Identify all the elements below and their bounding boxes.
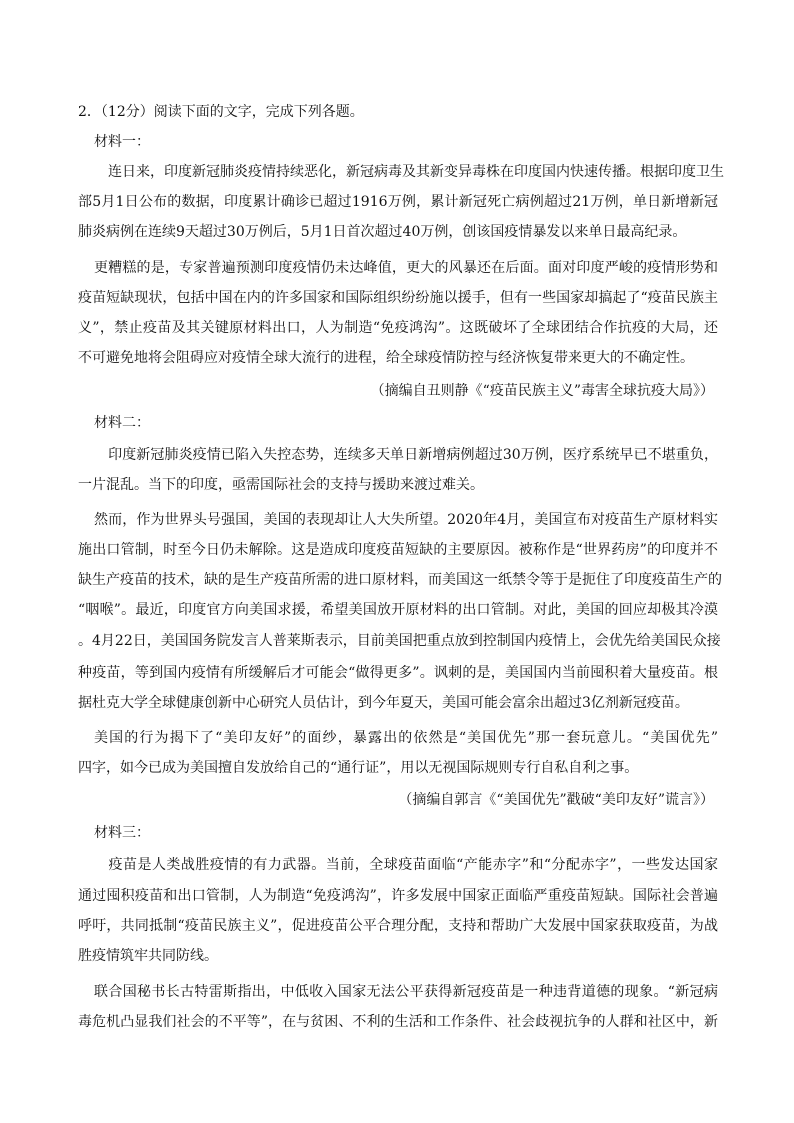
paragraph-line: 肺炎病例在连续9天超过30万例后，5月1日首次超过40万例，创该国疫情暴发以来单日最高纪录。 xyxy=(78,224,687,240)
paragraph-line: 施出口管制，时至今日仍未解除。这是造成印度疫苗短缺的主要原因。被称作是“世界药房”的印度并不 xyxy=(78,542,718,558)
paragraph-line: 缺生产疫苗的技术，缺的是生产疫苗所需的进口原材料，而美国这一纸禁令等于是扼住了印度疫苗生产的 xyxy=(78,572,722,588)
paragraph-line: 呼吁，共同抵制“疫苗民族主义”，促进疫苗公平合理分配，支持和帮助广大发展中国家获取疫苗，为战 xyxy=(78,918,718,934)
paragraph-line: 通过囤积疫苗和出口管制，人为制造“免疫鸿沟”，许多发展中国家正面临严重疫苗短缺。国际社会普遍 xyxy=(78,888,718,904)
paragraph-line: 印度新冠肺炎疫情已陷入失控态势，连续多天单日新增病例超过30万例，医疗系统早已不堪重负， xyxy=(94,447,718,463)
paragraph-line: 毒危机凸显我们社会的不平等”，在与贫困、不利的生活和工作条件、社会歧视抗争的人群和社区中，新 xyxy=(78,1014,718,1030)
question-header: 2．（12分）阅读下面的文字，完成下列各题。 xyxy=(78,104,364,120)
paragraph-line: 更糟糕的是，专家普遍预测印度疫情仍未达峰值，更大的风暴还在后面。面对印度严峻的疫情形势和 xyxy=(94,260,718,276)
paragraph-line: 种疫苗，等到国内疫情有所缓解后才可能会“做得更多”。讽刺的是，美国国内当前囤积着大量疫苗。根 xyxy=(78,665,718,681)
paragraph-line: 然而，作为世界头号强国，美国的表现却让人大失所望。2020年4月，美国宣布对疫苗生产原材料实 xyxy=(94,512,718,528)
paragraph-line: 胜疫情筑牢共同防线。 xyxy=(78,948,218,964)
material-one-source: （摘编自丑则静《“疫苗民族主义”毒害全球抗疫大局》） xyxy=(370,383,714,399)
paragraph-line: 疫苗短缺现状，包括中国在内的许多国家和国际组织纷纷施以援手，但有一些国家却搞起了“疫苗民族主 xyxy=(78,290,718,306)
paragraph-line: 不可避免地将会阻碍应对疫情全球大流行的进程，给全球疫情防控与经济恢复带来更大的不确定性。 xyxy=(78,350,694,366)
material-two-label: 材料二： xyxy=(94,415,150,431)
material-two-source: （摘编自郭言《“美国优先”戳破“美印友好”谎言》） xyxy=(398,792,714,808)
material-three-label: 材料三： xyxy=(94,825,150,841)
paragraph-line: 部5月1日公布的数据，印度累计确诊已超过1916万例，累计新冠死亡病例超过21万例，单日新增新冠 xyxy=(78,194,718,210)
paragraph-line: 四字，如今已成为美国擅自发放给自己的“通行证”，用以无视国际规则专行自私自利之事。 xyxy=(78,760,639,776)
paragraph-line: “咽喉”。最近，印度官方向美国求援，希望美国放开原材料的出口管制。对此，美国的回应却极其冷漠 xyxy=(78,602,718,618)
paragraph-line: 据杜克大学全球健康创新中心研究人员估计，到今年夏天，美国可能会富余出超过3亿剂新冠疫苗。 xyxy=(78,695,689,711)
paragraph-line: 连日来，印度新冠肺炎疫情持续恶化，新冠病毒及其新变异毒株在印度国内快速传播。根据印度卫生 xyxy=(94,164,724,180)
material-one-label: 材料一： xyxy=(94,134,150,150)
paragraph-line: 义”，禁止疫苗及其关键原材料出口，人为制造“免疫鸿沟”。这既破坏了全球团结合作抗疫的大局，还 xyxy=(78,320,718,336)
paragraph-line: 联合国秘书长古特雷斯指出，中低收入国家无法公平获得新冠疫苗是一种违背道德的现象。“新冠病 xyxy=(94,984,718,1000)
paragraph-line: 美国的行为揭下了“美印友好”的面纱，暴露出的依然是“美国优先”那一套玩意儿。“美国优先” xyxy=(94,730,718,746)
paragraph-line: 一片混乱。当下的印度，亟需国际社会的支持与援助来渡过难关。 xyxy=(78,477,484,493)
paragraph-line: 疫苗是人类战胜疫情的有力武器。当前，全球疫苗面临“产能赤字”和“分配赤字”，一些发达国家 xyxy=(94,857,718,873)
paragraph-line: 。4月22日，美国国务院发言人普莱斯表示，目前美国把重点放到控制国内疫情上，会优先给美国民众接 xyxy=(78,633,721,649)
